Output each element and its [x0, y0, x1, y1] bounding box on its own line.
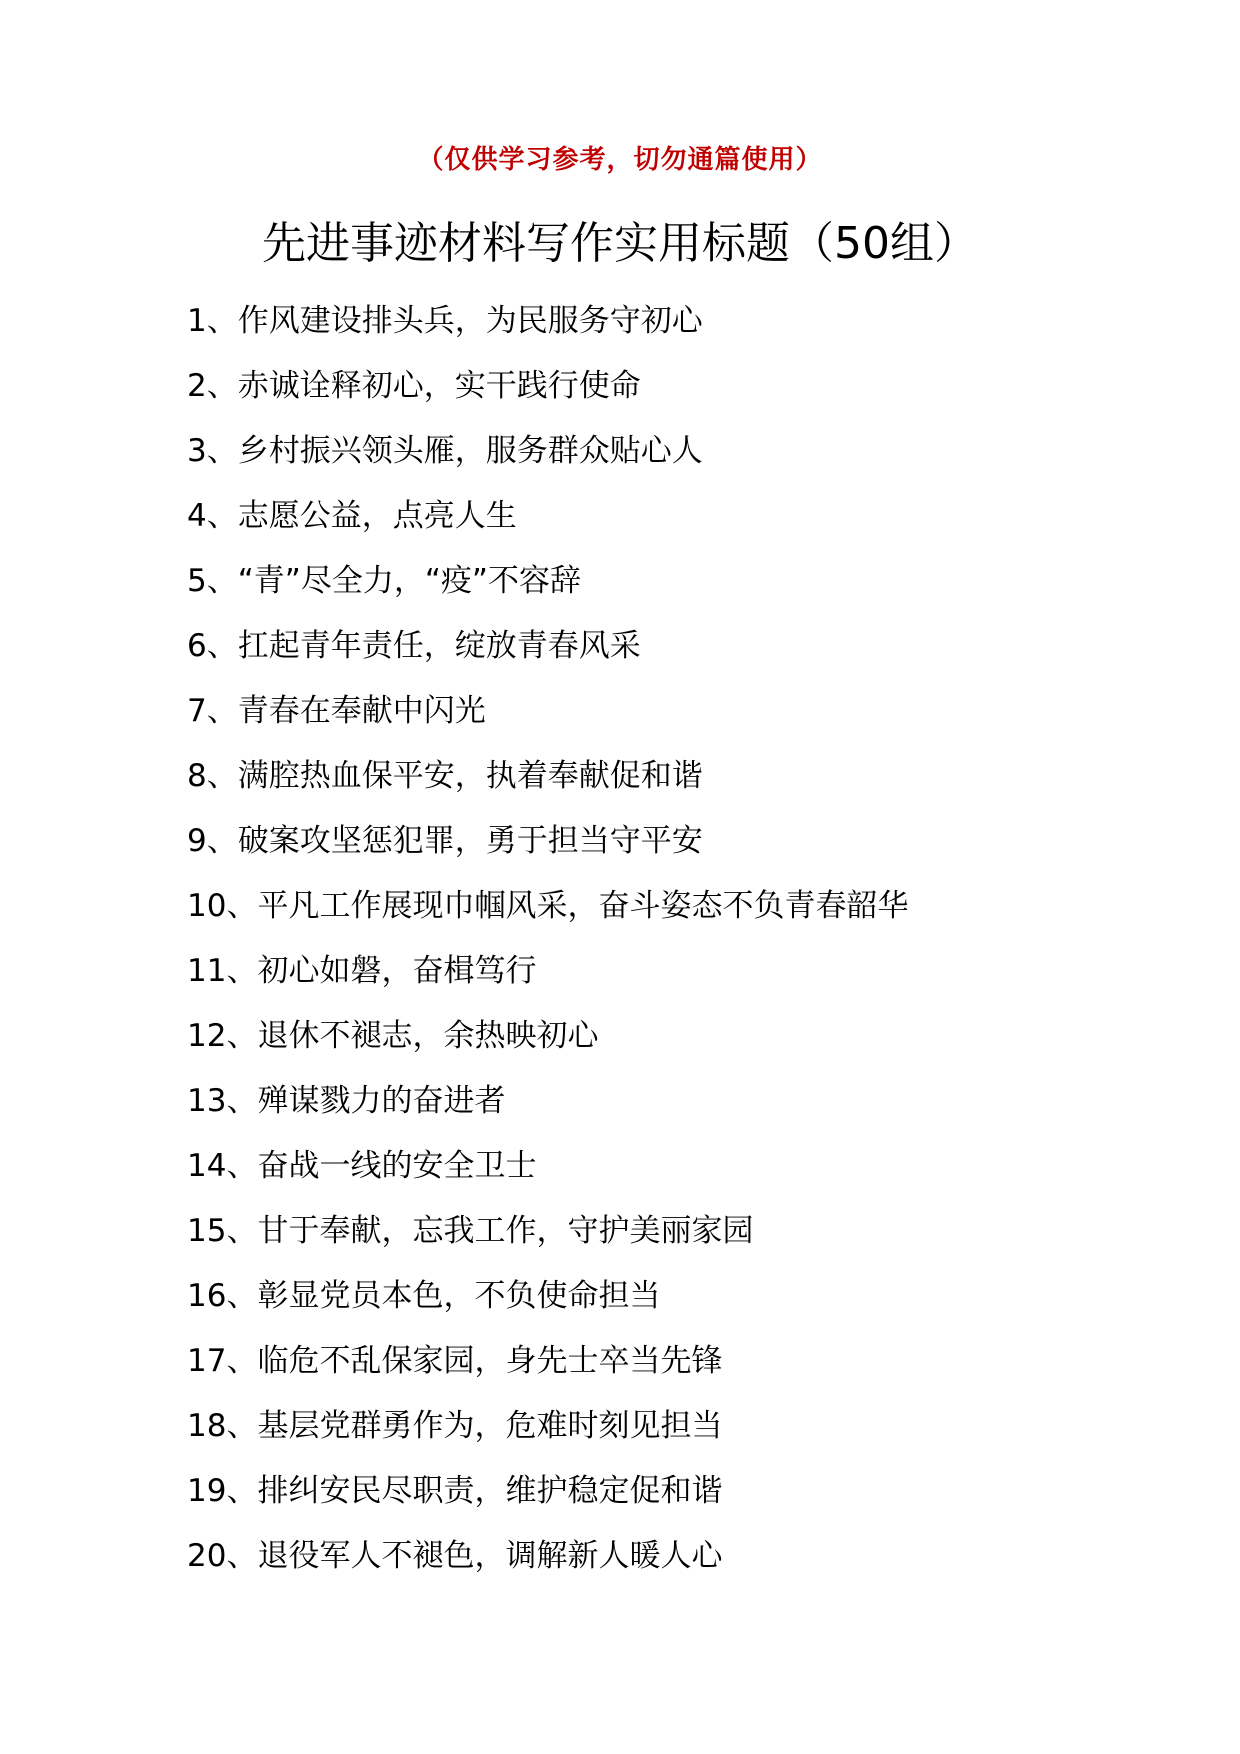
- list-item: 18、基层党群勇作为，危难时刻见担当: [187, 1408, 723, 1444]
- list-item: 9、破案攻坚惩犯罪，勇于担当守平安: [187, 823, 703, 859]
- list-item: 13、殚谋戮力的奋进者: [187, 1083, 506, 1119]
- list-item: 5、“青”尽全力，“疫”不容辞: [187, 563, 581, 599]
- list-item: 14、奋战一线的安全卫士: [187, 1148, 537, 1184]
- title-list: [187, 297, 1187, 1597]
- list-item: 8、满腔热血保平安，执着奉献促和谐: [187, 758, 703, 794]
- list-item: 19、排纠安民尽职责，维护稳定促和谐: [187, 1473, 723, 1509]
- list-item: 17、临危不乱保家园，身先士卒当先锋: [187, 1343, 723, 1379]
- list-item: 7、青春在奉献中闪光: [187, 693, 486, 729]
- disclaimer-note: （仅供学习参考，切勿通篇使用）: [417, 145, 823, 175]
- list-item: 11、初心如磐，奋楫笃行: [187, 953, 537, 989]
- list-item: 2、赤诚诠释初心，实干践行使命: [187, 368, 641, 404]
- list-item: 12、退休不褪志，余热映初心: [187, 1018, 599, 1054]
- list-item: 16、彰显党员本色，不负使命担当: [187, 1278, 661, 1314]
- list-item: 4、志愿公益，点亮人生: [187, 498, 517, 534]
- list-item: 1、作风建设排头兵，为民服务守初心: [187, 303, 703, 339]
- list-item: 3、乡村振兴领头雁，服务群众贴心人: [187, 433, 703, 469]
- list-item: 15、甘于奉献，忘我工作，守护美丽家园: [187, 1213, 754, 1249]
- list-item: 6、扛起青年责任，绽放青春风采: [187, 628, 641, 664]
- list-item: 20、退役军人不褪色，调解新人暖人心: [187, 1538, 723, 1574]
- document-title: 先进事迹材料写作实用标题（50组）: [262, 218, 978, 269]
- list-item: 10、平凡工作展现巾帼风采，奋斗姿态不负青春韶华: [187, 888, 909, 924]
